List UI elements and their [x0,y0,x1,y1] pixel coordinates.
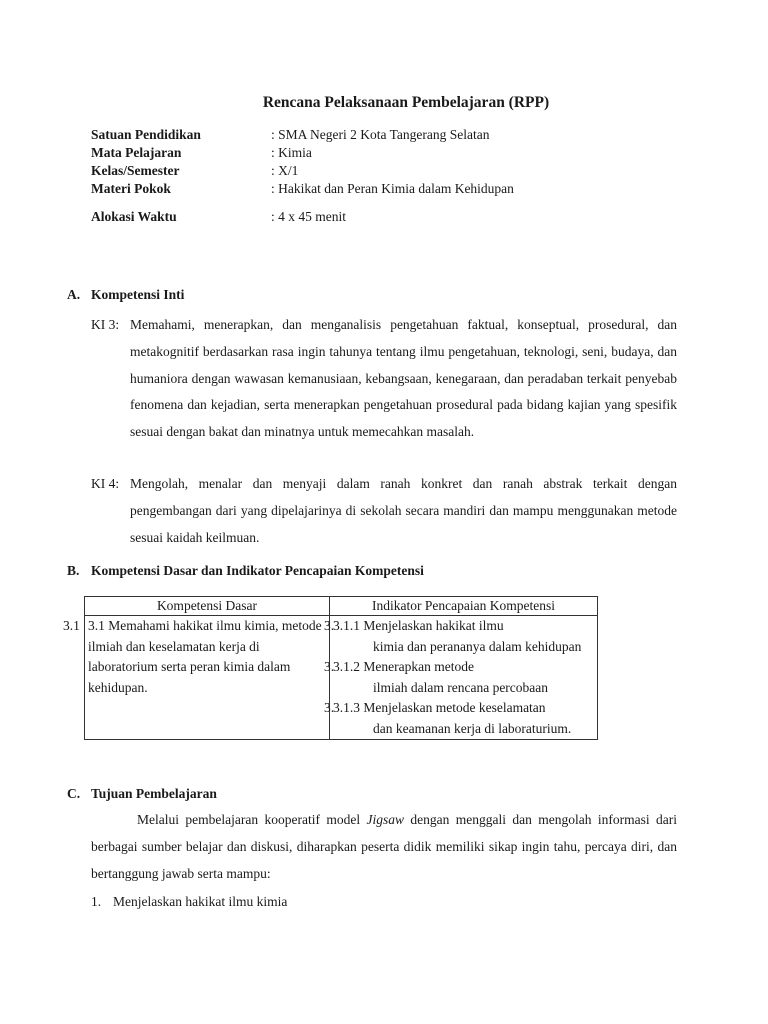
section-letter: A. [67,287,81,302]
document-title: Rencana Pelaksanaan Pembelajaran (RPP) [262,94,550,111]
indicator-rest: kimia dan perananya dalam kehidupan [373,638,582,654]
indicator-cell [324,616,598,740]
section-title: Kompetensi Dasar dan Indikator Pencapaian Kompetensi [91,563,424,578]
table-row [85,616,598,740]
identity-row [91,162,514,180]
alokasi-value: : 4 x 45 menit [271,209,346,224]
indicator-column-header: Indikator Pencapaian Kompetensi [330,597,598,616]
section-letter: B. [67,563,80,578]
kd-table [63,596,598,740]
kd-cell [63,616,330,740]
section-a-heading [67,287,184,303]
indicator-first-line: 3.1.2 Menerapkan metode [333,659,474,674]
ki4-label: KI 4: [91,476,120,491]
identity-value: : Hakikat dan Peran Kimia dalam Kehidupan [271,181,514,196]
indicator-first-line: 3.1.1 Menjelaskan hakikat ilmu [333,618,504,633]
list-item [91,889,287,916]
indicator-side-number: 3. [324,618,335,633]
ki3-text: Memahami, menerapkan, dan menganalisis pengetahuan faktual, konseptual, prosedural, dan metakognitif berdasarkan rasa ingin tahunya tentang ilmu pengetahuan, teknologi, seni, budaya, dan humaniora dengan wawasan kemanusiaan, kebangsaan, kenegaraan, dan peradaban terkait penyebab fenomena dan kejadian, serta menerapkan pengetahuan prosedural pada bidang kajian yang spesifik sesuai dengan bakat dan minatnya untuk memecahkan masalah. [130,317,677,440]
kd-column-header: Kompetensi Dasar [85,597,330,616]
identity-row [91,180,514,198]
identity-value: : SMA Negeri 2 Kota Tangerang Selatan [271,127,490,142]
ki3-paragraph [91,312,677,446]
tujuan-text-pre: Melalui pembelajaran kooperatif model [137,812,367,827]
identity-row [91,126,514,144]
indicator-rest: ilmiah dalam rencana percobaan [373,679,549,695]
identity-block [91,126,514,226]
tujuan-text-model: Jigsaw [366,812,404,827]
identity-row [91,144,514,162]
alokasi-row [91,208,514,226]
indicator-first-line: 3.1.3 Menjelaskan metode keselamatan [333,700,546,715]
indicator-side-number: 3. [324,700,335,715]
tujuan-paragraph [91,807,677,887]
ki4-text: Mengolah, menalar dan menyaji dalam ranah konkret dan ranah abstrak terkait dengan pengembangan dari yang dipelajarinya di sekolah secara mandiri dan mampu menggunakan metode sesuai kaidah keilmuan. [130,476,677,545]
indicator-item [324,657,594,698]
identity-value: : Kimia [271,145,312,160]
identity-key: Satuan Pendidikan [91,127,201,142]
alokasi-key: Alokasi Waktu [91,209,177,224]
section-title: Tujuan Pembelajaran [91,786,217,801]
indicator-item [324,698,594,739]
kd-text: 3.1 Memahami hakikat ilmu kimia, metode ilmiah dan keselamatan kerja di laboratorium serta peran kimia dalam kehidupan. [88,618,322,695]
identity-key: Materi Pokok [91,181,171,196]
ki4-paragraph [91,471,677,551]
kd-side-number: 3.1 [63,618,80,633]
tujuan-text-post: dengan menggali dan mengolah informasi dari berbagai sumber belajar dan diskusi, diharapkan peserta didik memiliki sikap ingin tahu, percaya diri, dan bertanggung jawab serta mampu: [91,812,677,881]
section-c-heading [67,786,217,802]
identity-key: Kelas/Semester [91,163,180,178]
section-letter: C. [67,786,81,801]
list-number: 1. [91,894,102,909]
indicator-rest: dan keamanan kerja di laboraturium. [373,720,572,736]
identity-value: : X/1 [271,163,299,178]
identity-key: Mata Pelajaran [91,145,182,160]
section-title: Kompetensi Inti [91,287,185,302]
ki3-label: KI 3: [91,317,120,332]
list-text: Menjelaskan hakikat ilmu kimia [113,894,288,909]
indicator-side-number: 3. [324,659,335,674]
indicator-item [324,616,594,657]
section-b-heading [67,563,424,579]
